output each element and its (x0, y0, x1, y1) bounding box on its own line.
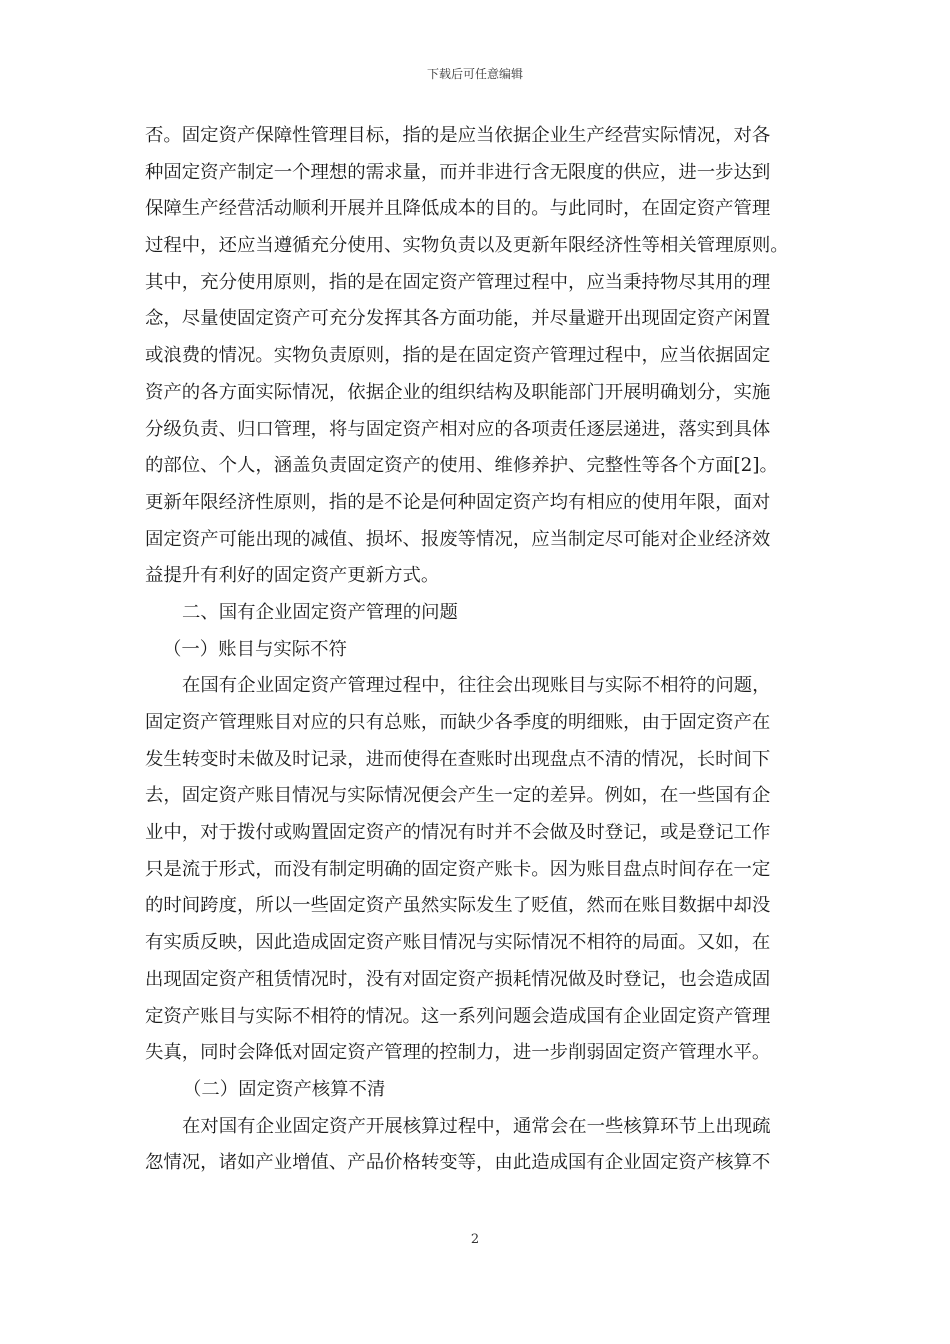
text-line: 资产的各方面实际情况，依据企业的组织结构及职能部门开展明确划分，实施 (145, 381, 771, 403)
text-line: 过程中，还应当遵循充分使用、实物负责以及更新年限经济性等相关管理原则。 (145, 235, 789, 257)
text-line: 业中，对于拨付或购置固定资产的情况有时并不会做及时登记，或是登记工作 (145, 822, 771, 844)
text-line: 二、国有企业固定资产管理的问题 (182, 601, 458, 623)
text-line: 在国有企业固定资产管理过程中，往往会出现账目与实际不相符的问题， (182, 675, 771, 697)
text-line: 念，尽量使固定资产可充分发挥其各方面功能，并尽量避开出现固定资产闲置 (145, 308, 771, 330)
page-number: 2 (470, 1232, 480, 1247)
text-line: 保障生产经营活动顺利开展并且降低成本的目的。与此同时，在固定资产管理 (145, 198, 771, 220)
text-line: 发生转变时未做及时记录，进而使得在查账时出现盘点不清的情况，长时间下 (145, 748, 771, 770)
text-line: 益提升有利好的固定资产更新方式。 (145, 565, 440, 587)
body-text (145, 118, 815, 1182)
text-line: 出现固定资产租赁情况时，没有对固定资产损耗情况做及时登记，也会造成固 (145, 968, 771, 990)
text-line: 种固定资产制定一个理想的需求量，而并非进行含无限度的供应，进一步达到 (145, 161, 771, 183)
text-line: 失真，同时会降低对固定资产管理的控制力，进一步削弱固定资产管理水平。 (145, 1042, 771, 1064)
text-line: 忽情况，诸如产业增值、产品价格转变等，由此造成国有企业固定资产核算不 (145, 1152, 771, 1174)
text-line: 去，固定资产账目情况与实际情况便会产生一定的差异。例如，在一些国有企 (145, 785, 771, 807)
text-line: 固定资产管理账目对应的只有总账，而缺少各季度的明细账，由于固定资产在 (145, 712, 771, 733)
text-line: 否。固定资产保障性管理目标，指的是应当依据企业生产经营实际情况，对各 (145, 125, 771, 146)
text-line: 的部位、个人，涵盖负责固定资产的使用、维修养护、完整性等各个方面[2]。 (145, 455, 778, 477)
text-line: （二）固定资产核算不清 (183, 1078, 386, 1100)
text-line: 在对国有企业固定资产开展核算过程中，通常会在一些核算环节上出现疏 (182, 1115, 771, 1137)
page-header: 下载后可任意编辑 (426, 67, 523, 81)
text-line: 分级负责、归口管理，将与固定资产相对应的各项责任逐层递进，落实到具体 (145, 418, 771, 440)
text-line: 或浪费的情况。实物负责原则，指的是在固定资产管理过程中，应当依据固定 (145, 345, 771, 367)
text-line: 定资产账目与实际不相符的情况。这一系列问题会造成国有企业固定资产管理 (145, 1005, 771, 1027)
text-line: 只是流于形式，而没有制定明确的固定资产账卡。因为账目盘点时间存在一定 (145, 858, 771, 880)
text-line: 有实质反映，因此造成固定资产账目情况与实际情况不相符的局面。又如，在 (145, 932, 771, 954)
text-line: 其中，充分使用原则，指的是在固定资产管理过程中，应当秉持物尽其用的理 (145, 271, 771, 293)
text-line: 的时间跨度，所以一些固定资产虽然实际发生了贬值，然而在账目数据中却没 (145, 895, 771, 917)
text-line: （一）账目与实际不符 (163, 638, 347, 660)
text-line: 固定资产可能出现的减值、损坏、报废等情况，应当制定尽可能对企业经济效 (145, 528, 771, 550)
text-line: 更新年限经济性原则，指的是不论是何种固定资产均有相应的使用年限，面对 (145, 491, 771, 513)
